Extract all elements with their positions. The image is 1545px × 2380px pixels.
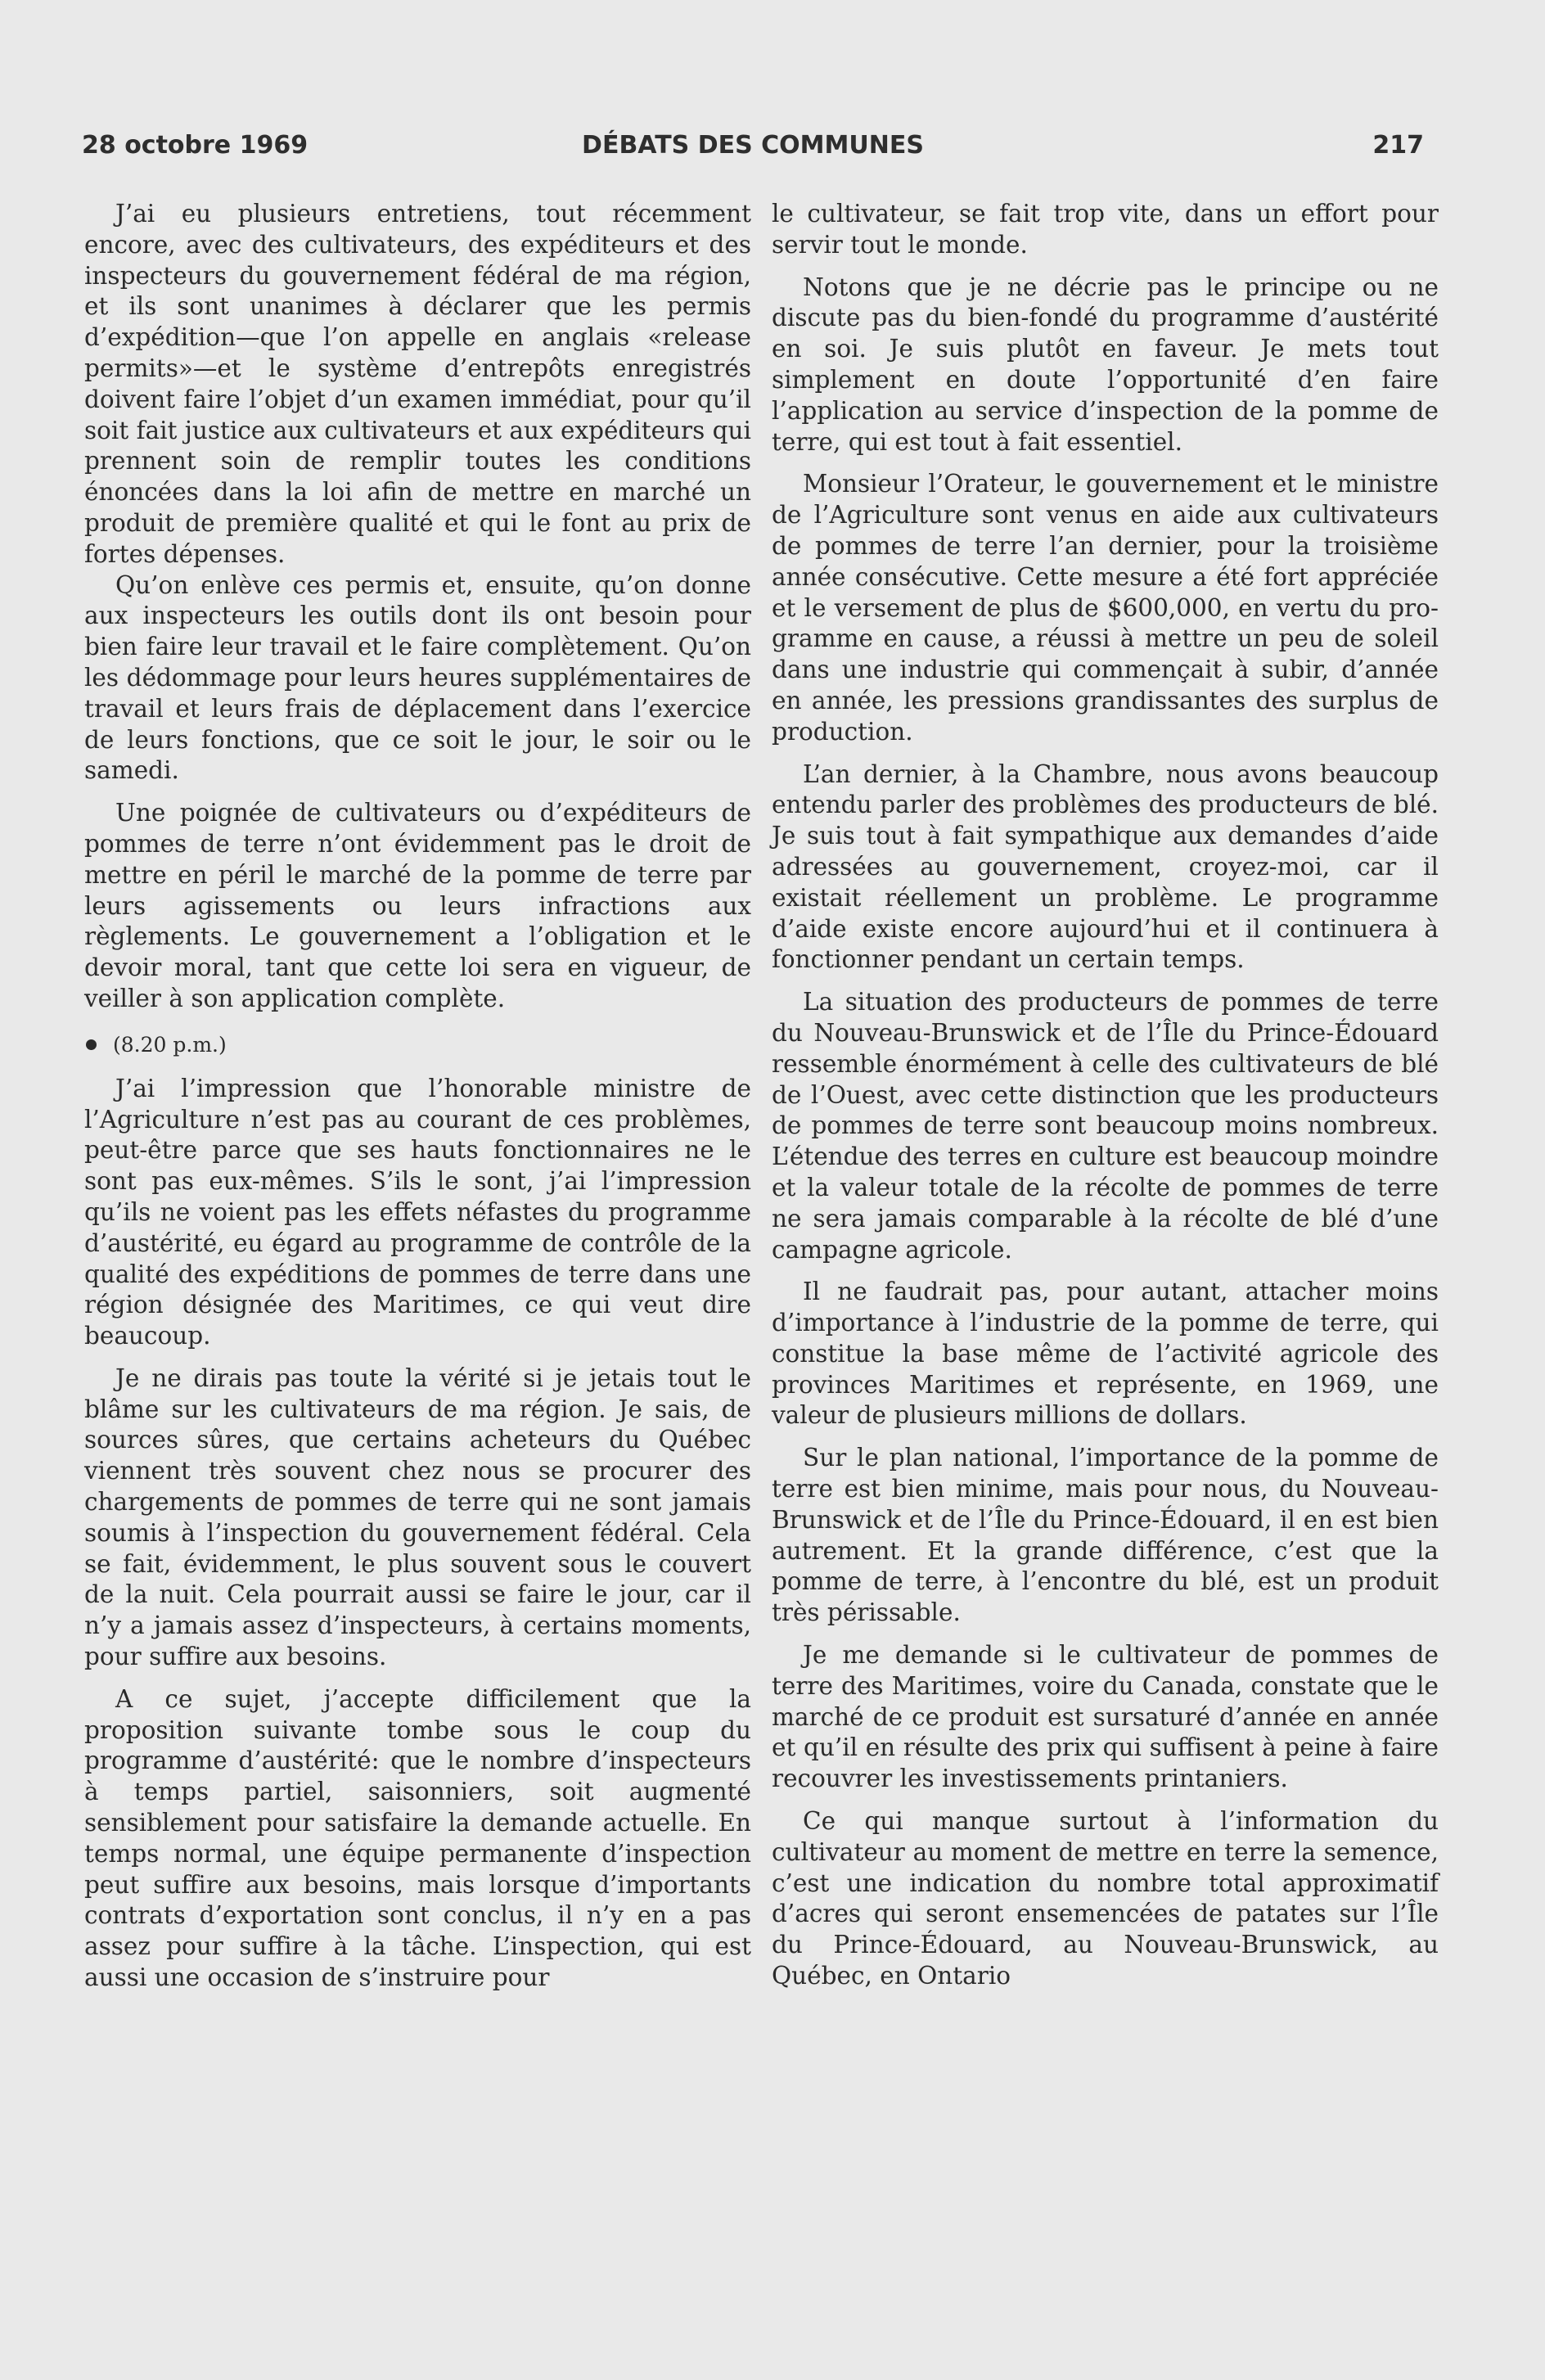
paragraph: J’ai l’impression que l’honorable ministre de l’Agriculture n’est pas au courant de ces problèmes, peut-être parce que ses hauts fonctionnaires ne le sont pas eux-mêmes. S’ils le sont, j’ai l’impression qu’ils ne voient pas les effets néfastes du programme d’austérité, eu égard au programme de contrôle de la qualité des expéditions de pommes de terre dans une région désignée des Maritimes, ce qui veut dire beaucoup.	[84, 1074, 751, 1350]
bullet-icon	[86, 1039, 97, 1050]
header-title: DÉBATS DES COMMUNES	[582, 131, 924, 160]
paragraph: La situation des producteurs de pommes de terre du Nouveau-Brunswick et de l’Île du Prince-Édouard ressemble énormément à celle des cultivateurs de blé de l’Ouest, avec cette distinction que les producteurs de pommes de terre sont beaucoup moins nombreux. L’étendue des terres en culture est beaucoup moindre et la valeur totale de la récolte de pommes de terre ne sera jamais comparable à la récolte de blé d’une campagne agricole.	[772, 988, 1439, 1264]
header-date: 28 octobre 1969	[82, 131, 309, 160]
header-page-number: 217	[1372, 131, 1424, 160]
paragraph: L’an dernier, à la Chambre, nous avons beaucoup entendu parler des problèmes des producteurs de blé. Je suis tout à fait sympathique aux demandes d’aide adressées au gouvernement, croyez-moi, car il existait réellement un problème. Le programme d’aide existe encore aujourd’hui et il continuera à fonctionner pendant un certain temps.	[772, 760, 1439, 974]
paragraph: Je ne dirais pas toute la vérité si je jetais tout le blâme sur les cultivateurs de ma région. Je sais, de sources sûres, que certains acheteurs du Québec viennent très souvent chez nous se procurer des chargements de pommes de terre qui ne sont jamais soumis à l’inspection du gouvernement fédéral. Cela se fait, évidemment, le plus souvent sous le couvert de la nuit. Cela pourrait aussi se faire le jour, car il n’y a jamais assez d’inspecteurs, à certains moments, pour suffire aux besoins.	[84, 1364, 751, 1671]
paragraph: J’ai eu plusieurs entretiens, tout récemment encore, avec des cultivateurs, des expéditeurs et des inspecteurs du gouvernement fédéral de ma région, et ils sont unanimes à déclarer que les permis d’expédition—que l’on appelle en anglais «release permits»—et le système d’entrepôts enregistrés doivent faire l’objet d’un examen immédiat, pour qu’il soit fait justice aux cultivateurs et aux expéditeurs qui prennent soin de remplir toutes les conditions énoncées dans la loi afin de mettre en marché un produit de première qualité et qui le font au prix de fortes dépenses.	[84, 200, 751, 568]
paragraph: Monsieur l’Orateur, le gouvernement et le ministre de l’Agriculture sont venus en aide aux cultivateurs de pommes de terre l’an dernier, pour la troisième année consécutive. Cette mesure a été fort appréciée et le versement de plus de $600,000, en vertu du programme en cause, a réussi à mettre un peu de soleil dans une industrie qui commençait à subir, d’année en année, les pressions grandissantes des surplus de production.	[772, 470, 1439, 746]
paragraph: Une poignée de cultivateurs ou d’expéditeurs de pommes de terre n’ont évidemment pas le droit de mettre en péril le marché de la pomme de terre par leurs agissements ou leurs infractions aux règlements. Le gouvernement a l’obligation et le devoir moral, tant que cette loi sera en vigueur, de veiller à son application complète.	[84, 799, 751, 1012]
page-header	[82, 131, 1424, 172]
paragraph: Sur le plan national, l’importance de la pomme de terre est bien minime, mais pour nous, du Nouveau-Brunswick et de l’Île du Prince-Édouard, il en est bien autrement. Et la grande différence, c’est que la pomme de terre, à l’encontre du blé, est un produit très périssable.	[772, 1444, 1439, 1627]
paragraph: Qu’on enlève ces permis et, ensuite, qu’on donne aux inspecteurs les outils dont ils ont besoin pour bien faire leur travail et le faire complètement. Qu’on les dédommage pour leurs heures supplémentaires de travail et leurs frais de déplacement dans l’exercice de leurs fonctions, que ce soit le jour, le soir ou le samedi.	[84, 570, 751, 785]
left-column	[84, 199, 751, 1994]
paragraph: le cultivateur, se fait trop vite, dans un effort pour servir tout le monde.	[772, 200, 1439, 259]
paragraph: Je me demande si le cultivateur de pommes de terre des Maritimes, voire du Canada, constate que le marché de ce produit est sursaturé d’année en année et qu’il en résulte des prix qui suffisent à peine à faire recouvrer les investissements printaniers.	[772, 1641, 1439, 1793]
paragraph: Il ne faudrait pas, pour autant, attacher moins d’importance à l’industrie de la pomme de terre, qui constitue la base même de l’activité agricole des provinces Maritimes et représente, en 1969, une valeur de plusieurs millions de dollars.	[772, 1278, 1439, 1430]
time-marker	[84, 1033, 751, 1057]
time-marker-text: (8.20 p.m.)	[113, 1032, 227, 1057]
right-column	[772, 199, 1439, 1992]
paragraph: Notons que je ne décrie pas le principe ou ne discute pas du bien-fondé du programme d’austérité en soi. Je suis plutôt en faveur. Je mets tout simplement en doute l’opportunité d’en faire l’application au service d’inspection de la pomme de terre, qui est tout à fait essentiel.	[772, 273, 1439, 456]
paragraph: Ce qui manque surtout à l’information du cultivateur au moment de mettre en terre la semence, c’est une indication du nombre total approximatif d’acres qui seront ensemencées de patates sur l’Île du Prince-Édouard, au Nouveau-Brunswick, au Québec, en Ontario	[772, 1807, 1439, 1990]
paragraph: A ce sujet, j’accepte difficilement que la proposition suivante tombe sous le coup du programme d’austérité: que le nombre d’inspecteurs à temps partiel, saisonniers, soit augmenté sensiblement pour satisfaire la demande actuelle. En temps normal, une équipe permanente d’inspection peut suffire aux besoins, mais lorsque d’importants contrats d’exportation sont conclus, il n’y en a pas assez pour suffire à la tâche. L’inspection, qui est aussi une occasion de s’instruire pour	[84, 1684, 751, 1992]
